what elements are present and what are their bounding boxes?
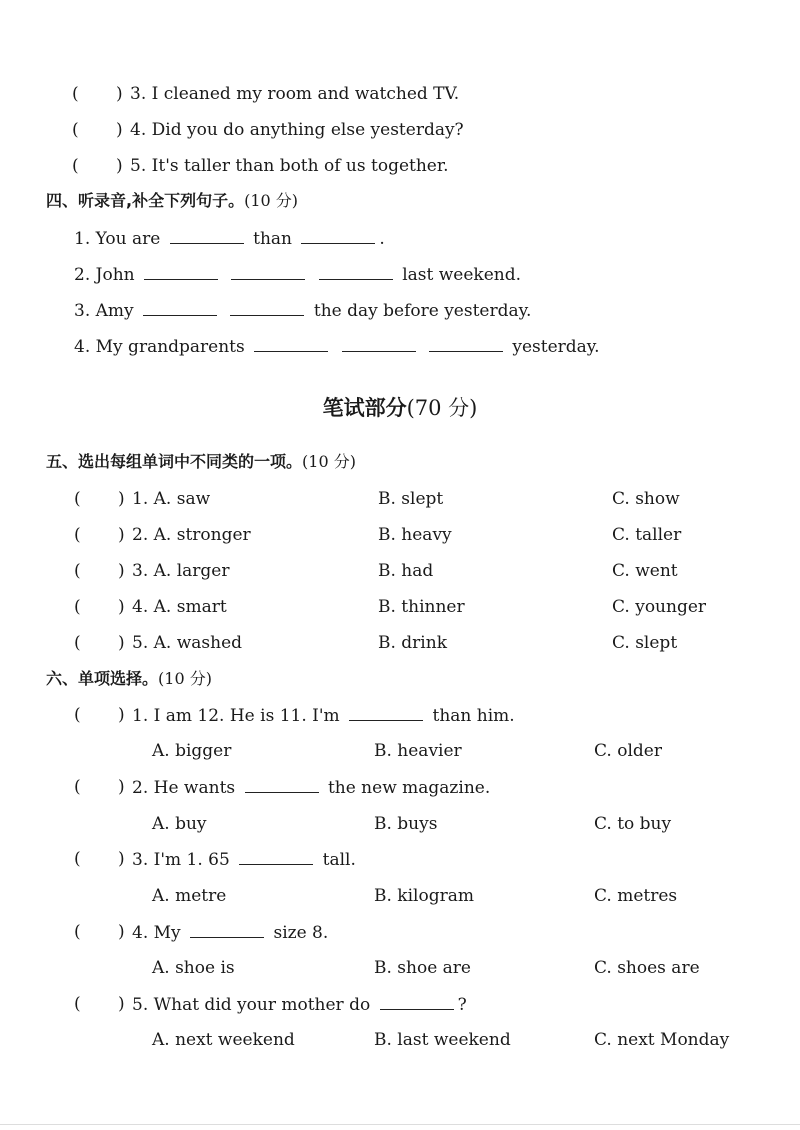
section-points: (10 分) bbox=[244, 191, 299, 210]
question-number: 2. bbox=[132, 525, 149, 545]
paren-open: ( bbox=[74, 561, 81, 581]
section-heading bbox=[46, 451, 356, 473]
paren-open: ( bbox=[74, 849, 81, 869]
option-a[interactable]: A. smart bbox=[153, 597, 227, 617]
question-number: 1. bbox=[132, 706, 149, 726]
part-title bbox=[0, 392, 800, 422]
paren-close: ) bbox=[116, 156, 123, 176]
option-c[interactable]: C. next Monday bbox=[594, 1030, 730, 1050]
option-b[interactable]: B. last weekend bbox=[374, 1030, 511, 1050]
sentence-part: than bbox=[253, 229, 292, 249]
part-points: (70 分) bbox=[406, 396, 478, 420]
option-b[interactable]: B. thinner bbox=[378, 597, 465, 617]
option-c[interactable]: C. taller bbox=[612, 525, 682, 545]
fill-in-row bbox=[74, 335, 600, 358]
option-c[interactable]: C. metres bbox=[594, 886, 678, 906]
option-c[interactable]: C. slept bbox=[612, 633, 678, 653]
question-text: than him. bbox=[432, 706, 515, 726]
question-row bbox=[74, 993, 467, 1016]
page-edge-divider bbox=[0, 1124, 800, 1125]
answer-blank[interactable] bbox=[319, 263, 393, 280]
sentence-part: My grandparents bbox=[95, 337, 245, 357]
option-b[interactable]: B. heavy bbox=[378, 525, 452, 545]
question-row bbox=[74, 776, 490, 799]
option-a[interactable]: A. washed bbox=[153, 633, 243, 653]
question-row bbox=[72, 155, 449, 177]
question-number: 3. bbox=[74, 301, 91, 321]
question-number: 5. bbox=[132, 995, 149, 1015]
answer-blank[interactable] bbox=[239, 848, 313, 865]
paren-open: ( bbox=[74, 633, 81, 653]
paren-close: ) bbox=[118, 597, 125, 617]
paren-open: ( bbox=[74, 922, 81, 942]
question-text: I am 12. He is 11. I'm bbox=[153, 706, 340, 726]
paren-close: ) bbox=[118, 777, 125, 797]
question-number: 5. bbox=[132, 633, 149, 653]
sentence-part: . bbox=[379, 229, 385, 249]
option-c[interactable]: C. went bbox=[612, 561, 678, 581]
section-title: 六、单项选择。 bbox=[46, 669, 159, 688]
paren-close: ) bbox=[116, 84, 123, 104]
paren-close: ) bbox=[118, 633, 125, 653]
answer-blank[interactable] bbox=[349, 704, 423, 721]
paren-open: ( bbox=[74, 489, 81, 509]
option-b[interactable]: B. shoe are bbox=[374, 958, 471, 978]
question-number: 1. bbox=[74, 229, 91, 249]
question-text: My bbox=[153, 923, 181, 943]
option-a[interactable]: A. stronger bbox=[153, 525, 251, 545]
sentence-part: yesterday. bbox=[512, 337, 600, 357]
answer-blank[interactable] bbox=[245, 776, 319, 793]
option-a[interactable]: A. bigger bbox=[152, 741, 232, 761]
question-text: the new magazine. bbox=[327, 778, 491, 798]
section-title: 五、选出每组单词中不同类的一项。 bbox=[46, 452, 303, 471]
question-number: 2. bbox=[74, 265, 91, 285]
question-text: What did your mother do bbox=[153, 995, 371, 1015]
sentence-part: last weekend. bbox=[402, 265, 522, 285]
answer-blank[interactable] bbox=[380, 993, 454, 1010]
option-a[interactable]: A. larger bbox=[153, 561, 230, 581]
question-text: It's taller than both of us together. bbox=[151, 156, 449, 176]
answer-blank[interactable] bbox=[231, 263, 305, 280]
question-row bbox=[74, 848, 356, 871]
question-row bbox=[74, 704, 515, 727]
answer-blank[interactable] bbox=[342, 335, 416, 352]
option-c[interactable]: C. younger bbox=[612, 597, 707, 617]
section-points: (10 分) bbox=[158, 669, 212, 688]
answer-blank[interactable] bbox=[301, 227, 375, 244]
option-a[interactable]: A. metre bbox=[152, 886, 227, 906]
question-number: 3. bbox=[132, 850, 149, 870]
paren-open: ( bbox=[72, 84, 79, 104]
part-title-text: 笔试部分 bbox=[322, 396, 407, 420]
section-points: (10 分) bbox=[302, 452, 356, 471]
question-number: 4. bbox=[132, 923, 149, 943]
answer-blank[interactable] bbox=[230, 299, 304, 316]
option-c[interactable]: C. older bbox=[594, 741, 662, 761]
paren-open: ( bbox=[74, 597, 81, 617]
question-number: 2. bbox=[132, 778, 149, 798]
option-a[interactable]: A. buy bbox=[152, 814, 207, 834]
section-heading bbox=[46, 190, 298, 212]
fill-in-row bbox=[74, 263, 521, 286]
option-b[interactable]: B. drink bbox=[378, 633, 447, 653]
section-heading bbox=[46, 668, 212, 690]
option-c[interactable]: C. show bbox=[612, 489, 680, 509]
option-a[interactable]: A. shoe is bbox=[152, 958, 235, 978]
option-b[interactable]: B. slept bbox=[378, 489, 444, 509]
question-text: size 8. bbox=[273, 923, 329, 943]
question-text: tall. bbox=[322, 850, 356, 870]
paren-open: ( bbox=[72, 120, 79, 140]
answer-blank[interactable] bbox=[254, 335, 328, 352]
sentence-part: the day before yesterday. bbox=[313, 301, 532, 321]
sentence-part: Amy bbox=[95, 301, 134, 321]
paren-close: ) bbox=[118, 705, 125, 725]
paren-close: ) bbox=[118, 849, 125, 869]
paren-close: ) bbox=[118, 922, 125, 942]
question-row bbox=[74, 921, 328, 944]
answer-blank[interactable] bbox=[170, 227, 244, 244]
paren-open: ( bbox=[74, 705, 81, 725]
option-b[interactable]: B. heavier bbox=[374, 741, 462, 761]
question-text: I'm 1. 65 bbox=[153, 850, 230, 870]
question-row bbox=[72, 83, 459, 105]
paren-close: ) bbox=[118, 561, 125, 581]
answer-blank[interactable] bbox=[429, 335, 503, 352]
question-text: ? bbox=[457, 995, 467, 1015]
paren-open: ( bbox=[74, 525, 81, 545]
sentence-part: You are bbox=[95, 229, 161, 249]
answer-blank[interactable] bbox=[143, 299, 217, 316]
answer-blank[interactable] bbox=[144, 263, 218, 280]
option-a[interactable]: A. next weekend bbox=[152, 1030, 295, 1050]
question-number: 5. bbox=[130, 156, 147, 176]
question-number: 1. bbox=[132, 489, 149, 509]
option-b[interactable]: B. had bbox=[378, 561, 434, 581]
option-b[interactable]: B. kilogram bbox=[374, 886, 474, 906]
question-text: Did you do anything else yesterday? bbox=[151, 120, 464, 140]
paren-open: ( bbox=[72, 156, 79, 176]
fill-in-row bbox=[74, 299, 531, 322]
option-c[interactable]: C. shoes are bbox=[594, 958, 700, 978]
question-text: I cleaned my room and watched TV. bbox=[151, 84, 460, 104]
sentence-part: John bbox=[95, 265, 135, 285]
question-text: He wants bbox=[153, 778, 236, 798]
question-number: 4. bbox=[74, 337, 91, 357]
paren-close: ) bbox=[118, 489, 125, 509]
question-number: 4. bbox=[130, 120, 147, 140]
answer-blank[interactable] bbox=[190, 921, 264, 938]
question-number: 4. bbox=[132, 597, 149, 617]
paren-open: ( bbox=[74, 777, 81, 797]
fill-in-row bbox=[74, 227, 385, 250]
paren-close: ) bbox=[116, 120, 123, 140]
option-a[interactable]: A. saw bbox=[153, 489, 211, 509]
option-c[interactable]: C. to buy bbox=[594, 814, 672, 834]
question-row bbox=[72, 119, 464, 141]
question-number: 3. bbox=[130, 84, 147, 104]
paren-open: ( bbox=[74, 994, 81, 1014]
paren-close: ) bbox=[118, 525, 125, 545]
paren-close: ) bbox=[118, 994, 125, 1014]
question-number: 3. bbox=[132, 561, 149, 581]
section-title: 四、听录音,补全下列句子。 bbox=[46, 191, 245, 210]
option-b[interactable]: B. buys bbox=[374, 814, 438, 834]
